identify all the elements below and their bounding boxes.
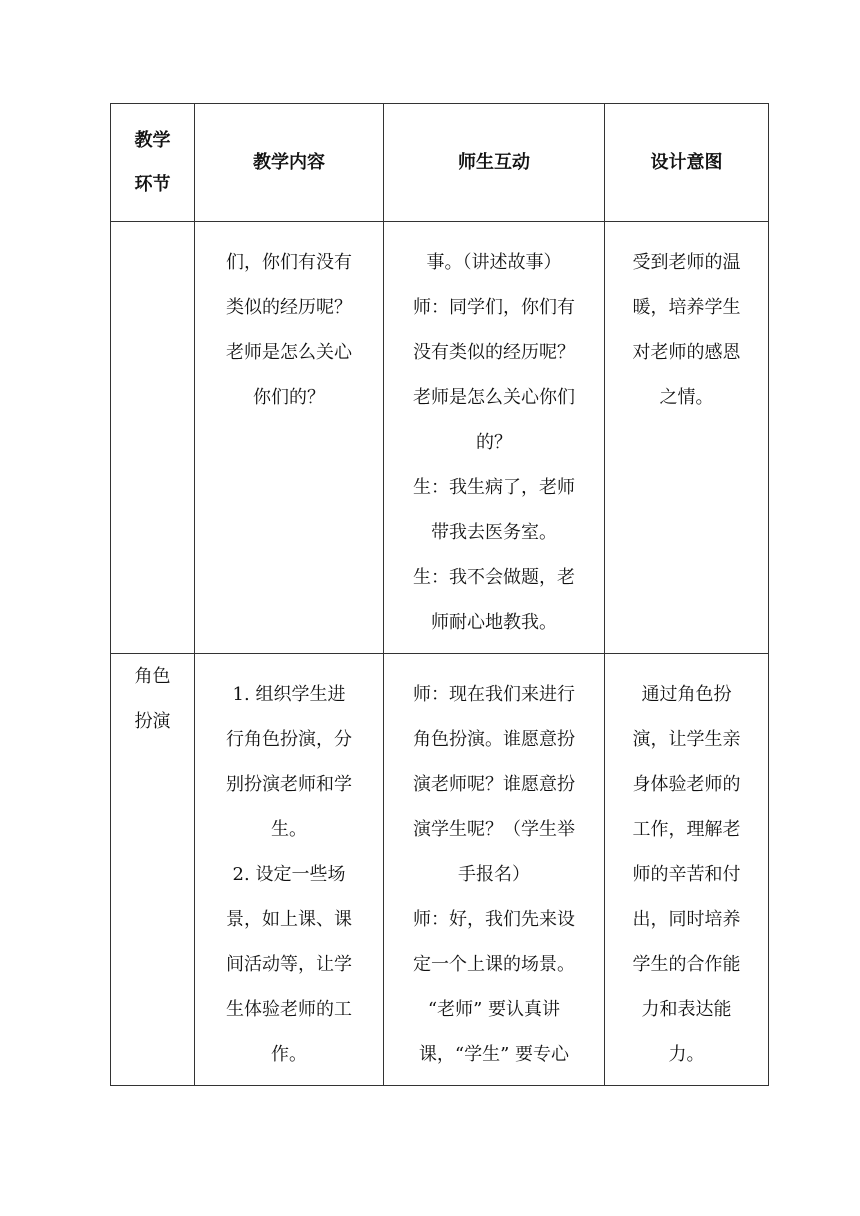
interaction-line: 手报名）	[458, 864, 530, 885]
content-line: 类似的经历呢？	[226, 297, 352, 318]
interaction-line: 定一个上课的场景。	[413, 954, 575, 975]
intent-line: 师的辛苦和付	[632, 864, 741, 885]
intent-line: 受到老师的温	[632, 252, 741, 273]
interaction-line: 的？	[476, 432, 512, 453]
content-line: 行角色扮演，分	[226, 729, 352, 750]
content-line: 生体验老师的工	[226, 999, 352, 1020]
header-stage-line: 教学	[134, 129, 171, 151]
lesson-plan-table	[110, 103, 769, 1086]
content-line: 老师是怎么关心	[226, 342, 352, 363]
interaction-line: 师耐心地教我。	[431, 612, 557, 633]
interaction-line: 角色扮演。谁愿意扮	[413, 729, 575, 750]
intent-line: 力。	[668, 1044, 705, 1065]
interaction-line: 老师是怎么关心你们	[413, 387, 575, 408]
header-intent: 设计意图	[605, 104, 769, 222]
intent-line: 工作，理解老	[632, 819, 741, 840]
interaction-line: 师：同学们，你们有	[413, 297, 575, 318]
interaction-line: 师：好，我们先来设	[413, 909, 575, 930]
intent-cell	[605, 654, 769, 1086]
intent-line: 出，同时培养	[632, 909, 741, 930]
intent-line: 之情。	[659, 387, 714, 408]
content-line: 1. 组织学生进	[232, 684, 346, 705]
interaction-line: 生：我不会做题，老	[413, 567, 575, 588]
content-line: 景，如上课、课	[226, 909, 352, 930]
interaction-line: 事。（讲述故事）	[426, 252, 562, 273]
content-line: 作。	[271, 1044, 307, 1065]
intent-line: 暖，培养学生	[632, 297, 741, 318]
interaction-cell	[384, 654, 605, 1086]
intent-cell	[605, 222, 769, 654]
table-row	[111, 654, 769, 1086]
header-interaction: 师生互动	[384, 104, 605, 222]
interaction-line: 带我去医务室。	[431, 522, 557, 543]
interaction-line: 师：现在我们来进行	[413, 684, 575, 705]
intent-line: 身体验老师的	[632, 774, 741, 795]
content-line: 你们的？	[253, 387, 325, 408]
interaction-line: 生：我生病了，老师	[413, 477, 575, 498]
stage-line: 扮演	[134, 711, 171, 732]
intent-line: 力和表达能	[641, 999, 732, 1020]
content-line: 2. 设定一些场	[232, 864, 346, 885]
content-line: 生。	[271, 819, 307, 840]
stage-cell	[111, 654, 195, 1086]
interaction-line: “老师” 要认真讲	[427, 999, 561, 1020]
interaction-line: 课，“学生” 要专心	[418, 1044, 570, 1065]
header-stage-line: 环节	[134, 173, 171, 195]
interaction-line: 演老师呢？谁愿意扮	[413, 774, 575, 795]
content-cell	[195, 222, 384, 654]
header-stage	[111, 104, 195, 222]
intent-line: 对老师的感恩	[632, 342, 741, 363]
table-header-row	[111, 104, 769, 222]
intent-line: 通过角色扮	[641, 684, 732, 705]
content-line: 别扮演老师和学	[226, 774, 352, 795]
stage-line: 角色	[134, 666, 171, 687]
content-line: 们，你们有没有	[226, 252, 352, 273]
intent-line: 学生的合作能	[632, 954, 741, 975]
interaction-line: 演学生呢？（学生举	[413, 819, 575, 840]
table-row	[111, 222, 769, 654]
interaction-cell	[384, 222, 605, 654]
stage-cell	[111, 222, 195, 654]
content-cell	[195, 654, 384, 1086]
content-line: 间活动等，让学	[226, 954, 352, 975]
interaction-line: 没有类似的经历呢？	[413, 342, 575, 363]
intent-line: 演，让学生亲	[632, 729, 741, 750]
header-content: 教学内容	[195, 104, 384, 222]
